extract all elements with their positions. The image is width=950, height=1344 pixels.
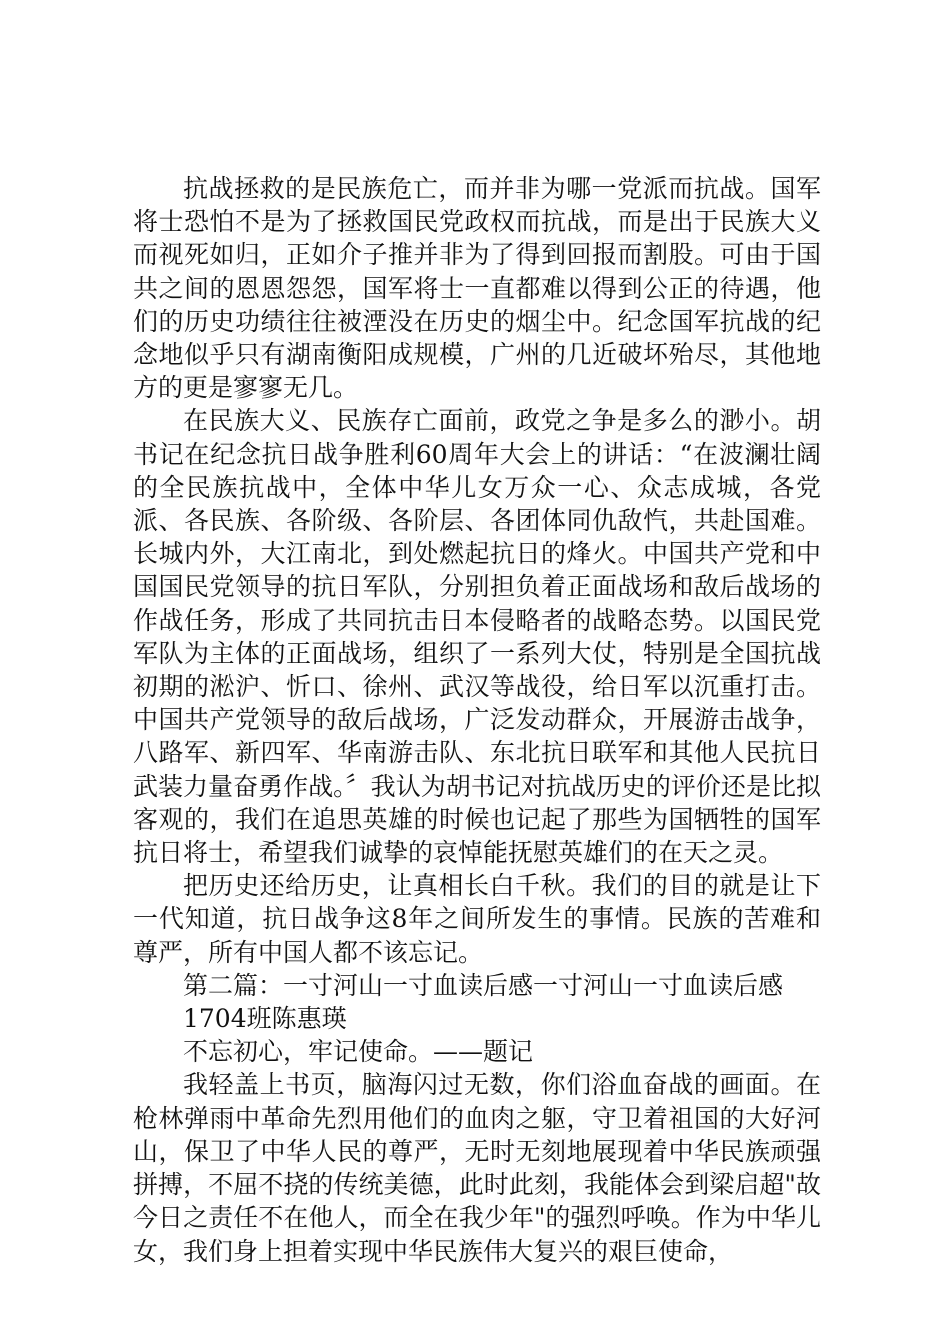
document-body <box>133 172 821 1268</box>
epigraph: 不忘初心，牢记使命。——题记 <box>183 1037 534 1067</box>
paragraph-national-army: 抗战拯救的是民族危亡，而并非为哪一党派而抗战。国军将士恐怕不是为了拯救国民党政权而抗战，而是出于民族大义而视死如归，正如介子推并非为了得到回报而割股。可由于国共之间的恩恩怨怨，国军将士一直都难以得到公正的待遇，他们的历史功绩往往被湮没在历史的烟尘中。纪念国军抗战的纪念地似乎只有湖南衡阳成规模，广州的几近破坏殆尽，其他地方的更是寥寥无几。 <box>133 174 821 403</box>
paragraph-national-righteousness: 在民族大义、民族存亡面前，政党之争是多么的渺小。胡书记在纪念抗日战争胜利60周年大会上的讲话：“在波澜壮阔的全民族抗战中，全体中华儿女万众一心、众志成城，各党派、各民族、各阶级、各阶层、各团体同仇敌忾，共赴国难。长城内外，大江南北，到处燃起抗日的烽火。中国共产党和中国国民党领导的抗日军队，分别担负着正面战场和敌后战场的作战任务，形成了共同抗击日本侵略者的战略态势。以国民党军队为主体的正面战场，组织了一系列大仗，特别是全国抗战初期的淞沪、忻口、徐州、武汉等战役，给日军以沉重打击。中国共产党领导的敌后战场，广泛发动群众，开展游击战争，八路军、新四军、华南游击队、东北抗日联军和其他人民抗日武装力量奋勇作战。〞我认为胡书记对抗战历史的评价还是比拟客观的，我们在追思英雄的时候也记起了那些为国牺牲的国军抗日将士，希望我们诚挚的哀悼能抚慰英雄们的在天之灵。 <box>133 406 821 868</box>
paragraph-return-history: 把历史还给历史，让真相长白千秋。我们的目的就是让下一代知道，抗日战争这8年之间所发生的事情。民族的苦难和尊严，所有中国人都不该忘记。 <box>133 871 821 967</box>
paragraph-reflection: 我轻盖上书页，脑海闪过无数，你们浴血奋战的画面。在枪林弹雨中革命先烈用他们的血肉之躯，守卫着祖国的大好河山，保卫了中华人民的尊严，无时无刻地展现着中华民族顽强拼搏，不屈不挠的传统美德，此时此刻，我能体会到梁启超"故今日之责任不在他人，而全在我少年"的强烈呼唤。作为中华儿女，我们身上担着实现中华民族伟大复兴的艰巨使命， <box>133 1070 821 1266</box>
section-heading: 第二篇：一寸河山一寸血读后感一寸河山一寸血读后感 <box>183 970 784 1000</box>
author-line: 1704班陈惠瑛 <box>183 1004 347 1034</box>
